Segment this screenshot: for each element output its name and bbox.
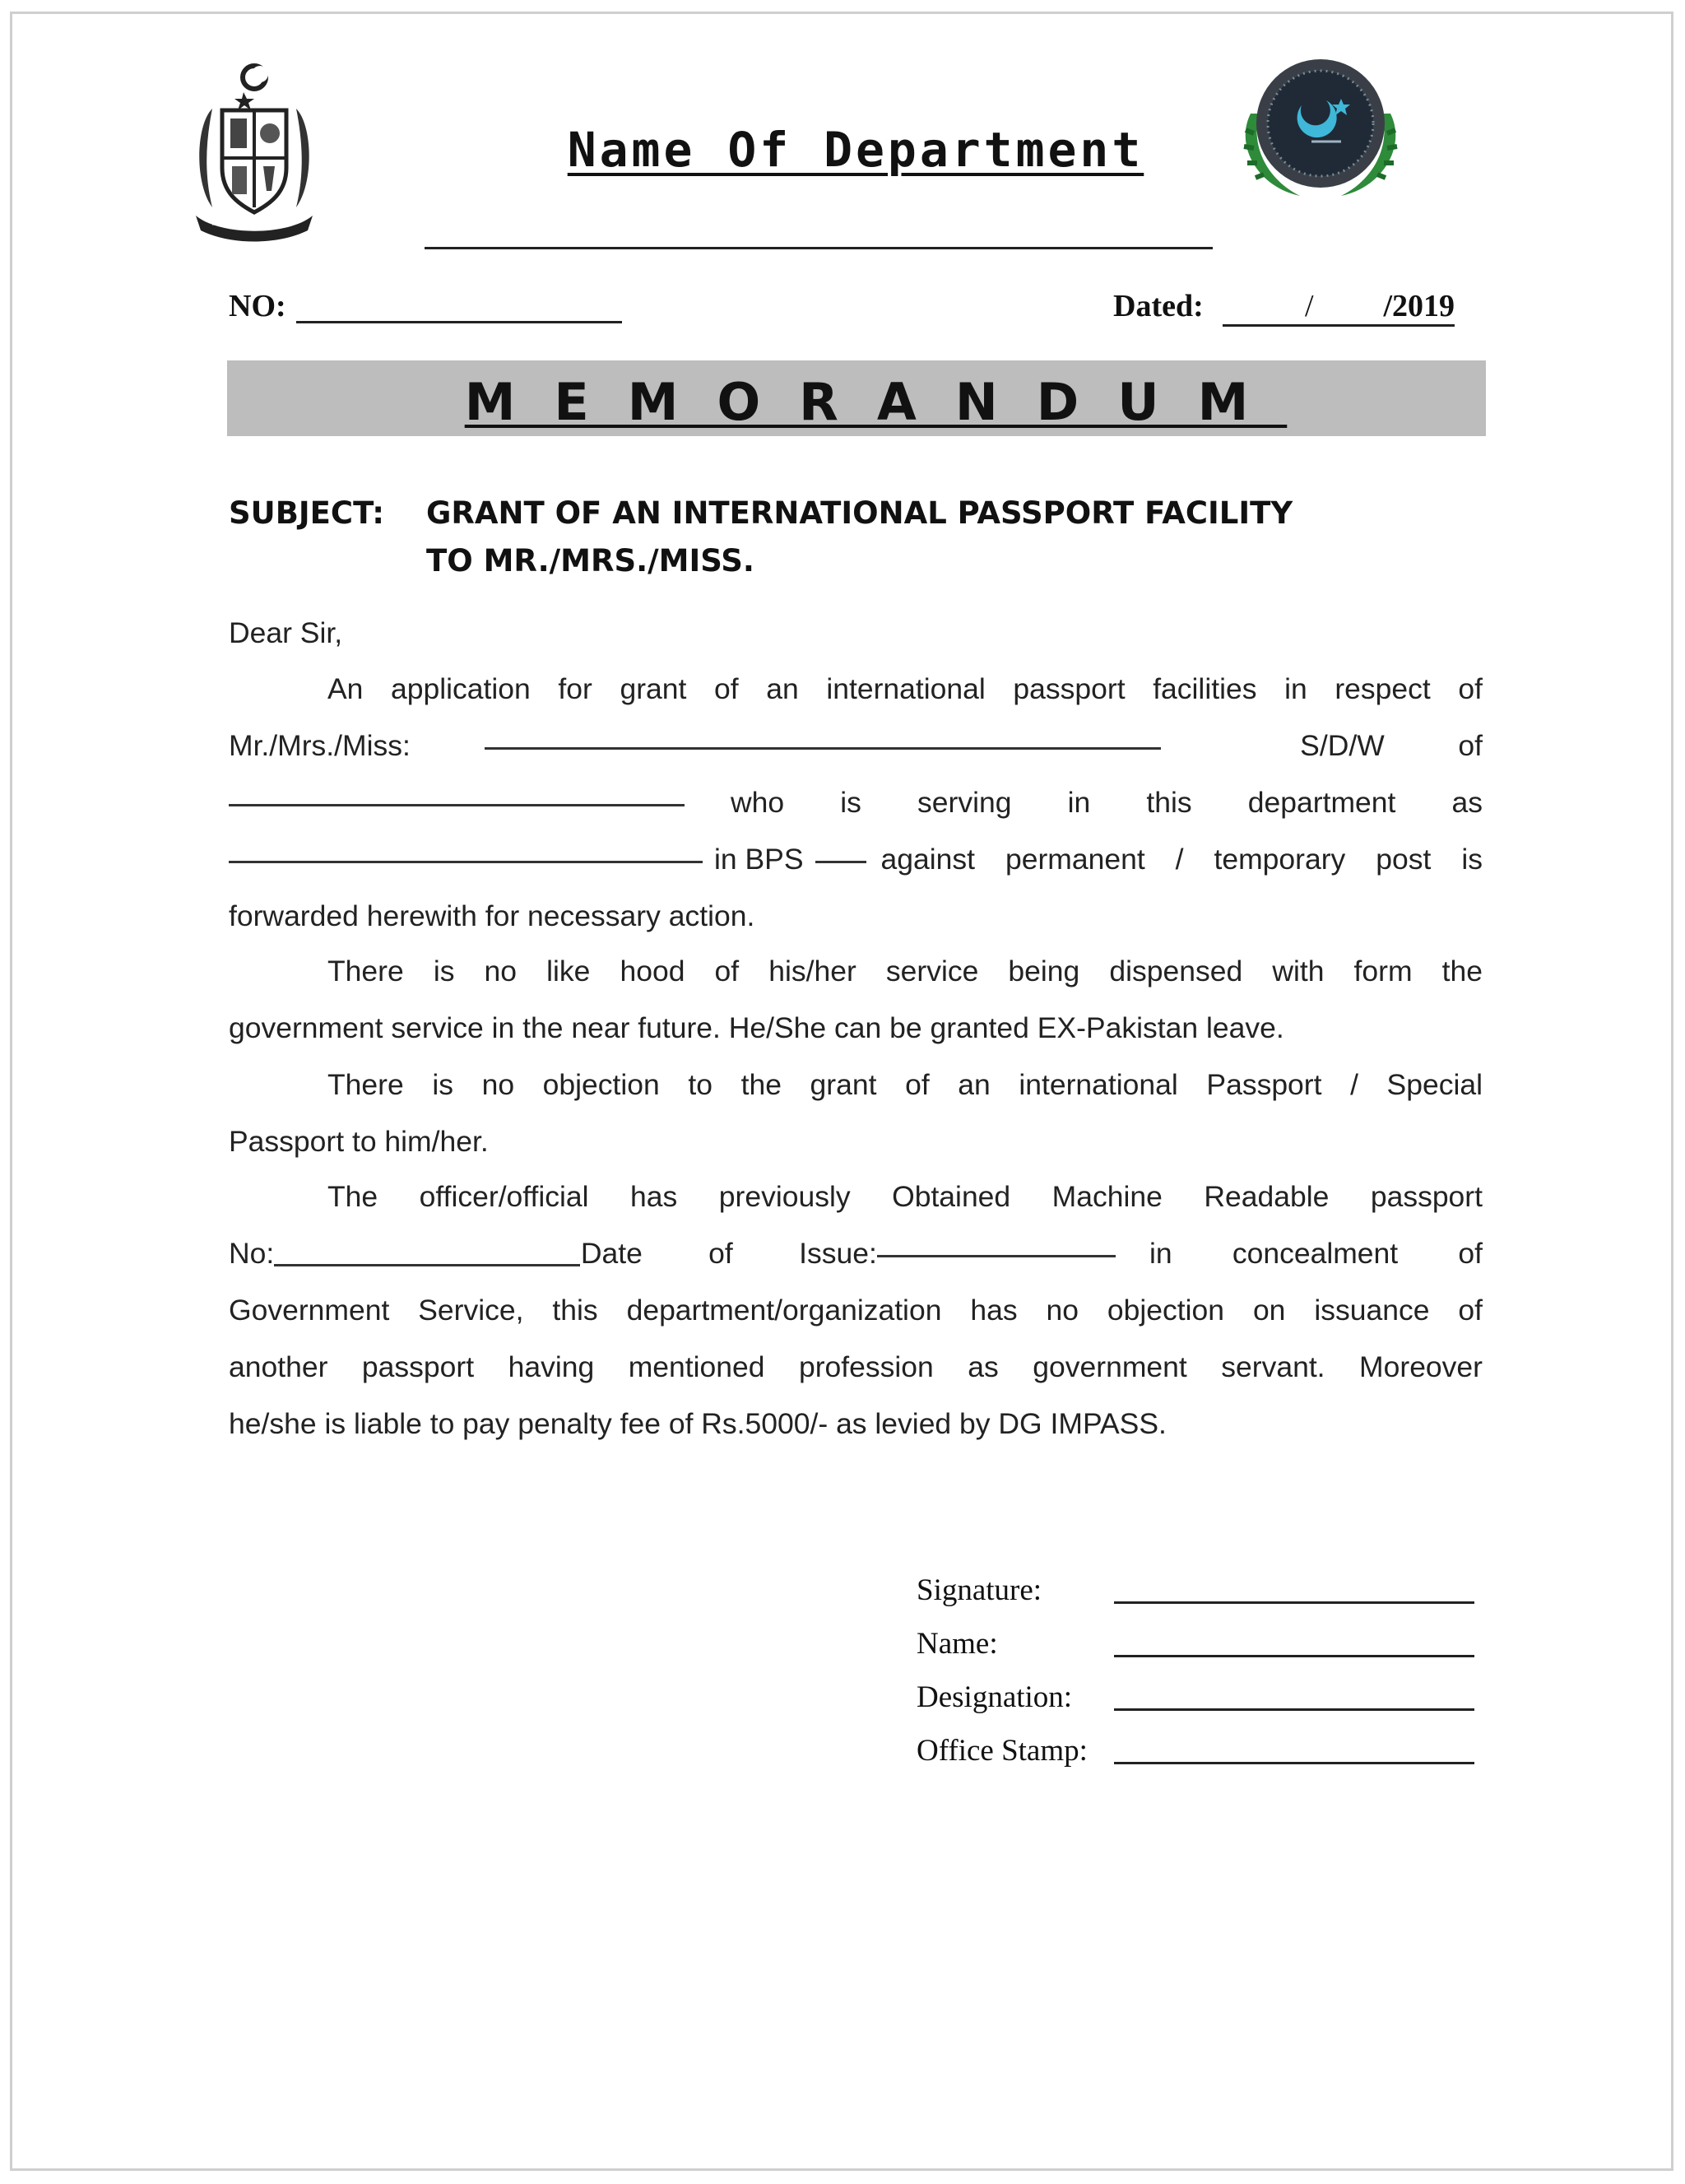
p1-line-1: An application for grant of an international passport facilities in respect of — [327, 672, 1483, 705]
p4-line-4: another passport having mentioned profession as government servant. Moreover — [229, 1350, 1483, 1383]
p3-line-1: There is no objection to the grant of an international Passport / Special — [327, 1068, 1483, 1101]
p4-line-3: Government Service, this department/organization has no objection on issuance of — [229, 1294, 1483, 1327]
designation-row: Designation: — [917, 1671, 1476, 1724]
subject-label: SUBJECT: — [229, 495, 385, 531]
p1-line-2: Mr./Mrs./Miss: S/D/W of — [229, 718, 1483, 774]
paragraph-no-objection — [229, 1057, 1483, 1170]
name-blank — [485, 718, 1161, 750]
designation-blank — [229, 831, 703, 863]
dated-field — [1223, 288, 1455, 327]
name-blank-line — [1114, 1655, 1474, 1657]
p4-line-1: The officer/official has previously Obtained Machine Readable passport — [327, 1180, 1483, 1213]
paragraph-service — [229, 943, 1483, 1057]
p1-line-4: in BPS against permanent / temporary post is — [229, 831, 1483, 888]
p4-line-5: he/she is liable to pay penalty fee of Rs.5000/- as levied by DG IMPASS. — [229, 1407, 1167, 1440]
relation-blank — [229, 774, 685, 806]
signature-blank — [1114, 1601, 1474, 1604]
salutation: Dear Sir, — [229, 616, 343, 649]
signature-row: Signature: — [917, 1564, 1476, 1617]
dated-year: /2019 — [1383, 289, 1455, 323]
reference-no-label: NO: — [229, 289, 286, 323]
p1-line-3: who is serving in this department as — [229, 774, 1483, 831]
memorandum-title: MEMORANDUM — [464, 372, 1288, 432]
memorandum-banner — [227, 360, 1486, 436]
reference-no-field — [296, 321, 622, 323]
header-divider — [425, 247, 1213, 249]
office-stamp-row: Office Stamp: — [917, 1724, 1476, 1777]
p1-line-5: forwarded herewith for necessary action. — [229, 899, 755, 932]
dated-label: Dated: — [1113, 289, 1204, 323]
name-row: Name: — [917, 1617, 1476, 1671]
dated-separator: / — [1305, 289, 1314, 323]
p3-line-2: Passport to him/her. — [229, 1125, 489, 1158]
state-emblem-icon — [188, 59, 321, 242]
paragraph-application — [229, 661, 1483, 945]
passport-no-blank — [274, 1234, 580, 1266]
date-of-issue-blank — [877, 1225, 1116, 1257]
p2-line-1: There is no like hood of his/her service being dispensed with form the — [327, 955, 1483, 987]
subject-block — [229, 490, 1463, 585]
office-stamp-blank — [1114, 1762, 1474, 1764]
organization-seal-icon — [1226, 56, 1415, 204]
signature-block — [917, 1564, 1476, 1777]
bps-blank — [815, 831, 866, 863]
subject-line-2: TO MR./MRS./MISS. — [426, 543, 754, 579]
subject-line-1: GRANT OF AN INTERNATIONAL PASSPORT FACILITY — [426, 495, 1293, 531]
designation-blank-line — [1114, 1708, 1474, 1711]
p4-line-2: No: Date of Issue: in concealment of — [229, 1225, 1483, 1282]
department-title: Name Of Department — [567, 122, 1144, 178]
paragraph-previous-passport — [229, 1169, 1483, 1452]
p2-line-2: government service in the near future. He/She can be granted EX-Pakistan leave. — [229, 1011, 1284, 1044]
